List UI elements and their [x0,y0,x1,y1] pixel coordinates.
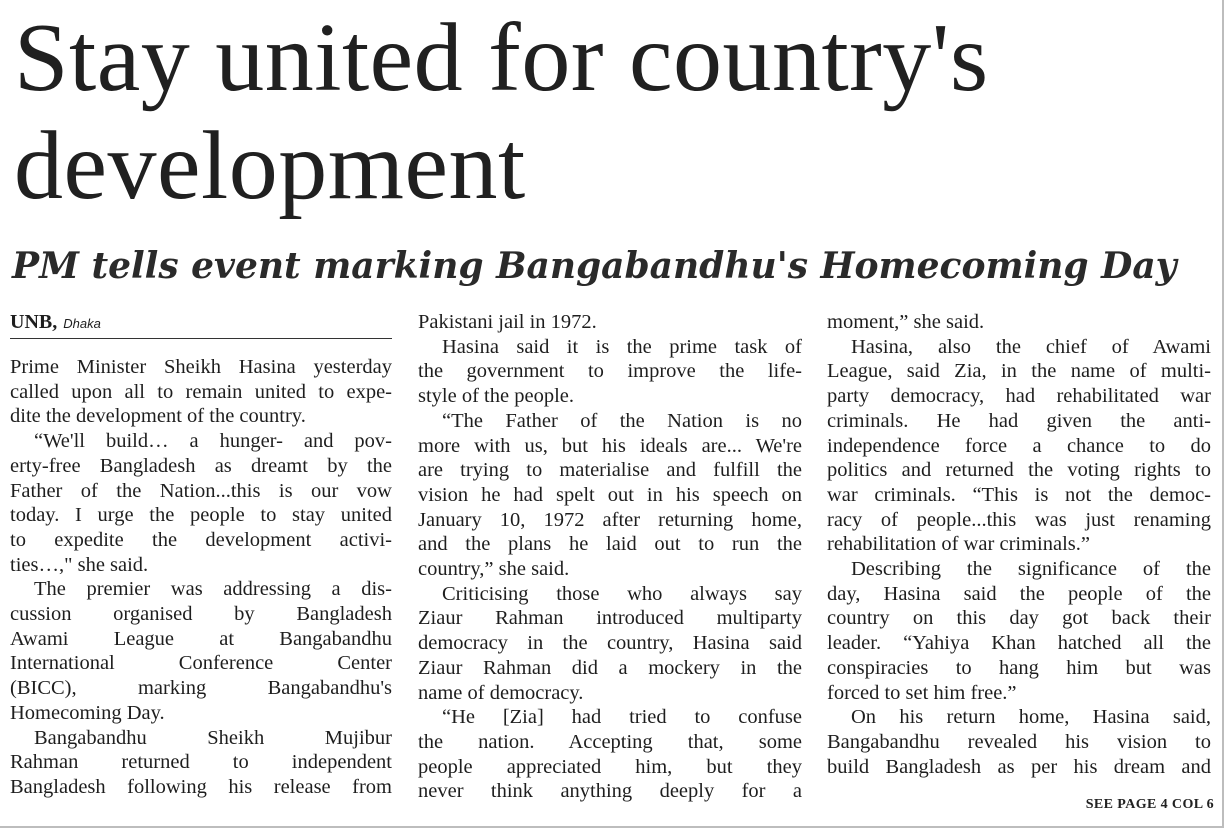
article-text-line: criminals. He had given the anti- [827,409,1211,432]
article-text-line: January 10, 1972 after returning home, [418,508,802,531]
article-text-line: Bangladesh following his release from [10,775,392,798]
article-text-line: never think anything deeply for a [418,780,802,803]
article-text-line: “The Father of the Nation is no [442,409,802,432]
article-text-line: erty-free Bangladesh as dreamt by the [10,454,392,477]
article-text-line: Hasina said it is the prime task of [442,335,802,358]
article-text-line: ties…," she said. [10,553,149,576]
article-text-line: rehabilitation of war criminals.” [827,533,1090,556]
column-body [10,355,392,800]
subheadline: PM tells event marking Bangabandhu's Homecoming Day [12,245,1177,287]
continued-on-page-note: SEE PAGE 4 COL 6 [1085,797,1214,812]
article-text-line: cussion organised by Bangladesh [10,603,392,626]
article-text-line: Prime Minister Sheikh Hasina yesterday [10,356,392,378]
article-text-line: today. I urge the people to stay united [10,504,392,527]
article-text-line: forced to set him free.” [827,681,1017,704]
article-text-line: Rahman returned to independent [10,751,392,774]
article-text-line: conspiracies to hang him but was [827,656,1211,679]
article-text-line: build Bangladesh as per his dream and [827,755,1211,778]
byline [10,310,392,339]
article-text-line: moment,” she said. [827,311,985,333]
article-text-line: Pakistani jail in 1972. [418,311,597,333]
article-text-line: Hasina, also the chief of Awami [851,335,1211,358]
article-text-line: dite the development of the country. [10,405,306,428]
column-body [418,310,802,804]
article-column-1 [10,310,392,800]
article-text-line: Describing the significance of the [851,558,1211,581]
article-text-line: independence force a chance to do [827,434,1211,457]
article-text-line: democracy in the country, Hasina said [418,632,802,655]
article-text-line: party democracy, had rehabilitated war [827,385,1211,408]
article-text-line: war criminals. “This is not the democ- [827,483,1211,506]
article-text-line: the government to improve the life- [418,360,802,383]
article-text-line: On his return home, Hasina said, [851,706,1211,729]
article-text-line: Homecoming Day. [10,701,165,724]
article-text-line: and the plans he laid out to run the [418,533,802,556]
article-text-line: (BICC), marking Bangabandhu's [10,677,392,700]
article-text-line: name of democracy. [418,681,584,704]
article-text-line: day, Hasina said the people of the [827,582,1211,605]
article-text-line: Ziaur Rahman introduced multiparty [418,607,802,630]
byline-agency: UNB, [10,311,58,333]
article-text-line: Bangabandhu revealed his vision to [827,730,1211,753]
article-text-line: style of the people. [418,385,574,408]
article-text-line: people appreciated him, but they [418,755,802,778]
article-text-line: country on this day got back their [827,607,1211,630]
article-text-line: Awami League at Bangabandhu [10,627,392,650]
article-text-line: Father of the Nation...this is our vow [10,479,392,502]
article-text-line: the nation. Accepting that, some [418,730,802,753]
article-text-line: International Conference Center [10,652,392,675]
article-column-2 [418,310,802,804]
column-body [827,310,1211,779]
article-text-line: Ziaur Rahman did a mockery in the [418,656,802,679]
article-column-3 [827,310,1211,779]
headline: Stay united for country's development [14,4,989,220]
article-text-line: are trying to materialise and fulfill the [418,459,802,482]
byline-dateline: Dhaka [63,316,101,331]
article-text-line: country,” she said. [418,558,570,581]
article-text-line: vision he had spelt out in his speech on [418,483,802,506]
article-text-line: Bangabandhu Sheikh Mujibur [34,726,392,749]
article-text-line: to expedite the development activi- [10,528,392,551]
article-text-line: called upon all to remain united to expe- [10,380,392,403]
article-text-line: Criticising those who always say [442,582,802,605]
article-text-line: League, said Zia, in the name of multi- [827,360,1211,383]
article-text-line: “He [Zia] had tried to confuse [442,706,802,729]
article-text-line: leader. “Yahiya Khan hatched all the [827,632,1211,655]
article-text-line: racy of people...this was just renaming [827,508,1211,531]
article-text-line: “We'll build… a hunger- and pov- [34,430,392,453]
article-text-line: The premier was addressing a dis- [34,578,392,601]
article-text-line: more with us, but his ideals are... We're [418,434,802,457]
article-text-line: politics and returned the voting rights to [827,459,1211,482]
